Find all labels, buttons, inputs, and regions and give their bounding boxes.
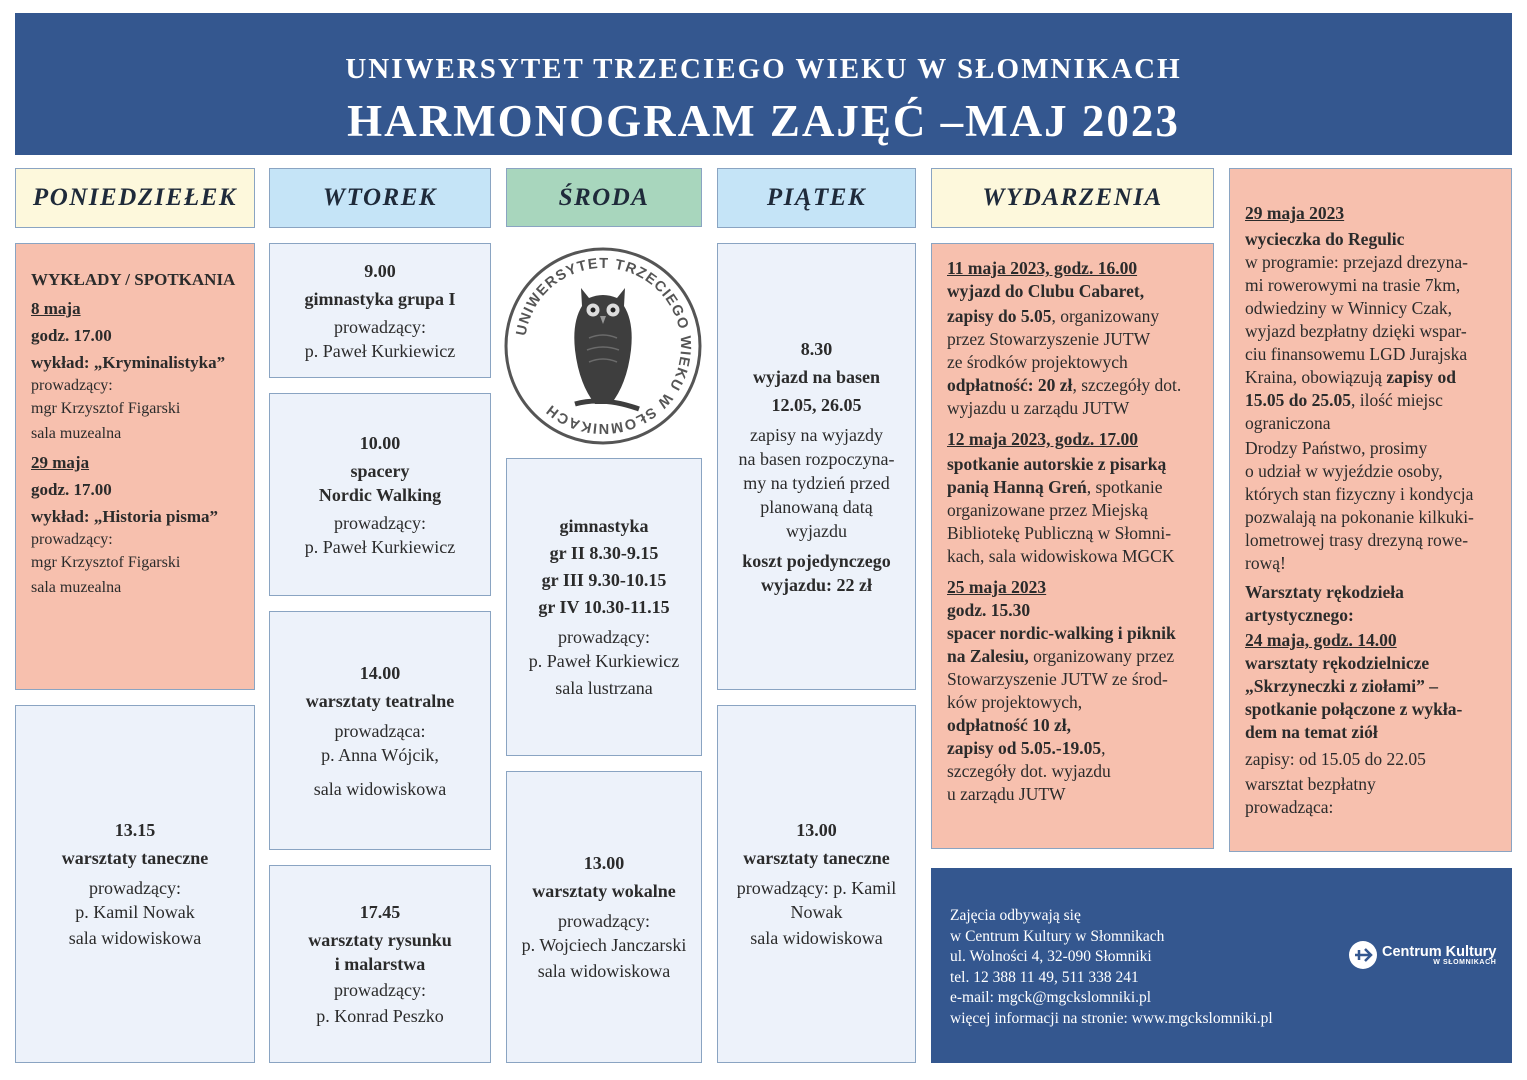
workshop-heading: artystycznego: (1245, 605, 1354, 625)
group-time: gr III 9.30-10.15 (541, 570, 667, 590)
group-time: gr IV 10.30-11.15 (538, 597, 670, 617)
event-text: pozwalają na pokonanie kilkuki- (1245, 507, 1474, 527)
event-author-meeting (947, 428, 1207, 568)
workshop-lead-label: prowadząca: (1245, 797, 1334, 817)
class-lead: p. Paweł Kurkiewicz (304, 340, 456, 361)
lectures-heading: WYKŁADY / SPOTKANIA (31, 270, 236, 289)
class-lead-label: prowadząca: (334, 720, 426, 741)
event-signup: zapisy do 5.05 (947, 306, 1052, 326)
lecture-date: 29 maja (31, 453, 90, 472)
class-room: sala widowiskowa (537, 961, 671, 981)
university-name: UNIWERSYTET TRZECIEGO WIEKU W SŁOMNIKACH (345, 53, 1182, 85)
class-lead: prowadzący: p. Kamil (736, 878, 897, 898)
lecture-lead-label: prowadzący: (31, 531, 113, 548)
event-text: kach, sala widowiskowa MGCK (947, 546, 1175, 566)
class-title: warsztaty rysunku (308, 930, 452, 950)
lecture-title: wykład: „Historia pisma” (31, 507, 219, 526)
event-text: organizowany przez (1028, 646, 1175, 666)
pool-cost: wyjazdu: 22 zł (761, 574, 872, 595)
lecture-time: godz. 17.00 (31, 326, 112, 345)
class-title: warsztaty teatralne (305, 690, 455, 711)
class-room: sala widowiskowa (750, 928, 883, 948)
event-title: spacer nordic-walking i piknik (947, 623, 1176, 643)
class-lead: p. Paweł Kurkiewicz (528, 651, 680, 671)
logo-text: UNIWERSYTET TRZECIEGO WIEKU W SŁOMNIKACH (513, 255, 694, 437)
event-text: ze środków projektowych (947, 352, 1128, 372)
workshop-title: spotkanie połączone z wykła- (1245, 699, 1463, 719)
event-title: wyjazd do Clubu Cabaret, (947, 281, 1145, 301)
footer-email: e-mail: mgck@mgckslomniki.pl (950, 989, 1152, 1006)
event-text: o udział w wyjeździe osoby, (1245, 461, 1443, 481)
page-title: HARMONOGRAM ZAJĘĆ –MAJ 2023 (347, 96, 1180, 146)
event-signup: 15.05 do 25.05 (1245, 390, 1351, 410)
centrum-kultury-icon (1348, 940, 1378, 970)
event-text: ków projektowych, (947, 692, 1083, 712)
header-wednesday: ŚRODA (506, 168, 702, 227)
class-time: 14.00 (359, 662, 401, 683)
event-text: rową! (1245, 553, 1286, 573)
pool-info: wyjazdu (786, 520, 847, 541)
tuesday-class-3 (269, 611, 491, 850)
event-date: 24 maja, godz. 14.00 (1245, 630, 1397, 650)
lecture-room: sala muzealna (31, 425, 122, 442)
footer-website: więcej informacji na stronie: www.mgckslomniki.pl (950, 1009, 1273, 1027)
class-title: warsztaty taneczne (61, 848, 209, 868)
event-text: lometrowej trasy drezyną rowe- (1245, 530, 1469, 550)
events-panel-2 (1229, 168, 1512, 852)
workshop-heading: Warsztaty rękodzieła (1245, 582, 1404, 602)
footer-phone: tel. 12 388 11 49, 511 338 241 (950, 968, 1139, 986)
class-time: 13.15 (114, 820, 156, 840)
workshop-signup: zapisy: od 15.05 do 22.05 (1245, 749, 1426, 769)
class-time: 13.00 (583, 853, 625, 873)
centrum-kultury-logo (1348, 940, 1496, 970)
event-title: spotkanie autorskie z pisarką (947, 454, 1167, 474)
header-events: WYDARZENIA (931, 168, 1214, 228)
class-title: warsztaty wokalne (532, 881, 676, 901)
event-text: , szczegóły dot. (1072, 375, 1182, 395)
logo-sub: W SŁOMNIKACH (1433, 959, 1497, 966)
class-title: warsztaty taneczne (743, 848, 890, 868)
logo-name: Centrum Kultury (1382, 944, 1497, 960)
class-lead: Nowak (790, 902, 843, 922)
group-time: gr II 8.30-9.15 (549, 543, 659, 563)
class-room: sala widowiskowa (68, 928, 202, 948)
class-time: 10.00 (359, 432, 401, 453)
event-text: wyjazd bezpłatny dzięki wspar- (1245, 321, 1467, 341)
event-text: , spotkanie (1086, 477, 1163, 497)
event-text: Drodzy Państwo, prosimy (1245, 438, 1428, 458)
class-lead-label: prowadzący: (334, 512, 426, 533)
header-banner (15, 13, 1512, 155)
lecture-date: 8 maja (31, 299, 81, 318)
footer-address: ul. Wolności 4, 32-090 Słomniki (950, 948, 1152, 965)
event-title: panią Hanną Greń (947, 477, 1087, 497)
class-time: 17.45 (359, 902, 401, 922)
event-signup: zapisy od (1386, 367, 1456, 387)
class-time: 9.00 (364, 260, 396, 281)
footer-line: w Centrum Kultury w Słomnikach (950, 927, 1165, 945)
event-date: 29 maja 2023 (1245, 203, 1345, 223)
event-text: ograniczona (1245, 413, 1331, 433)
class-lead-label: prowadzący: (334, 316, 426, 337)
class-lead: p. Wojciech Janczarski (521, 935, 687, 955)
event-text: w programie: przejazd drezyna- (1245, 252, 1469, 272)
event-time: godz. 15.30 (947, 600, 1031, 620)
pool-cost: koszt pojedynczego (742, 550, 891, 571)
class-title: gimnastyka grupa I (304, 288, 456, 309)
pool-info: my na tydzień przed (743, 472, 890, 493)
event-text: których stan fizyczny i kondycja (1245, 484, 1474, 504)
class-lead-label: prowadzący: (558, 911, 650, 931)
class-lead: p. Paweł Kurkiewicz (304, 536, 456, 557)
header-friday: PIĄTEK (717, 168, 916, 228)
event-text: , organizowany (1051, 306, 1160, 326)
class-title: Nordic Walking (318, 484, 442, 505)
workshop-title: dem na temat ziół (1245, 722, 1378, 742)
event-nordic-walking (947, 576, 1207, 806)
event-date: 11 maja 2023, godz. 16.00 (947, 258, 1138, 278)
wednesday-gymnastics (506, 458, 702, 756)
workshop-title: „Skrzyneczki z ziołami” – (1245, 676, 1438, 696)
event-text: Stowarzyszenie JUTW ze środ- (947, 669, 1168, 689)
header-tuesday: WTOREK (269, 168, 491, 228)
event-text: przez Stowarzyszenie JUTW (947, 329, 1151, 349)
event-text: Bibliotekę Publiczną w Słomni- (947, 523, 1172, 543)
lecture-lead: mgr Krzysztof Figarski (31, 554, 181, 571)
event-text: Kraina, obowiązują (1245, 367, 1387, 387)
class-lead-label: prowadzący: (89, 878, 181, 898)
event-fee: odpłatność: 20 zł (947, 375, 1073, 395)
event-text: , (1101, 738, 1106, 758)
class-room: sala lustrzana (555, 678, 653, 698)
events-panel (931, 243, 1214, 849)
class-lead: p. Kamil Nowak (75, 902, 195, 922)
workshop-title: warsztaty rękodzielnicze (1245, 653, 1430, 673)
class-title: gimnastyka (559, 516, 649, 536)
event-text: wyjazdu u zarządu JUTW (947, 398, 1130, 418)
class-title: i malarstwa (334, 954, 426, 974)
lecture-lead: mgr Krzysztof Figarski (31, 400, 181, 417)
pool-info: na basen rozpoczyna- (738, 448, 895, 469)
class-title: wyjazd na basen (752, 366, 881, 387)
tuesday-class-1 (269, 243, 491, 378)
class-time: 13.00 (796, 820, 837, 840)
event-signup: zapisy od 5.05.-19.05 (947, 738, 1102, 758)
event-text: mi rowerowymi na trasie 7km, (1245, 275, 1461, 295)
event-date: 12 maja 2023, godz. 17.00 (947, 429, 1139, 449)
event-text: organizowane przez Miejską (947, 500, 1148, 520)
event-date: 25 maja 2023 (947, 577, 1047, 597)
class-time: 8.30 (800, 338, 833, 359)
class-lead: p. Konrad Peszko (316, 1006, 444, 1026)
pool-info: zapisy na wyjazdy (750, 424, 883, 445)
event-text: , ilość miejsc (1350, 390, 1443, 410)
class-title: spacery (350, 460, 410, 481)
utw-logo (503, 246, 703, 446)
lecture-lead-label: prowadzący: (31, 377, 113, 394)
wednesday-vocal (506, 771, 702, 1063)
monday-dance (15, 705, 255, 1063)
friday-dance (717, 705, 916, 1063)
event-text: odwiedziny w Winnicy Czak, (1245, 298, 1452, 318)
workshop-free: warsztat bezpłatny (1245, 774, 1376, 794)
event-title: wycieczka do Regulic (1245, 229, 1405, 249)
tuesday-class-2 (269, 393, 491, 596)
header-monday: PONIEDZIEŁEK (15, 168, 255, 228)
event-text: ciu finansowemu LGD Jurajska (1245, 344, 1468, 364)
lecture-title: wykład: „Kryminalistyka” (31, 353, 226, 372)
event-cabaret (947, 257, 1207, 420)
event-title: na Zalesiu, (947, 646, 1029, 666)
class-lead-label: prowadzący: (334, 980, 426, 1000)
friday-pool (717, 243, 916, 690)
monday-lectures (15, 243, 255, 690)
event-fee: odpłatność 10 zł, (947, 715, 1071, 735)
pool-info: planowaną datą (760, 496, 873, 517)
lecture-room: sala muzealna (31, 579, 122, 596)
tuesday-class-4 (269, 865, 491, 1063)
event-text: szczegóły dot. wyjazdu (947, 761, 1111, 781)
class-lead-label: prowadzący: (558, 627, 650, 647)
class-room: sala widowiskowa (313, 778, 447, 799)
footer-line: Zajęcia odbywają się (950, 907, 1081, 924)
pool-dates: 12.05, 26.05 (771, 394, 862, 415)
event-text: u zarządu JUTW (947, 784, 1066, 804)
class-lead: p. Anna Wójcik, (321, 744, 439, 765)
lecture-time: godz. 17.00 (31, 480, 112, 499)
